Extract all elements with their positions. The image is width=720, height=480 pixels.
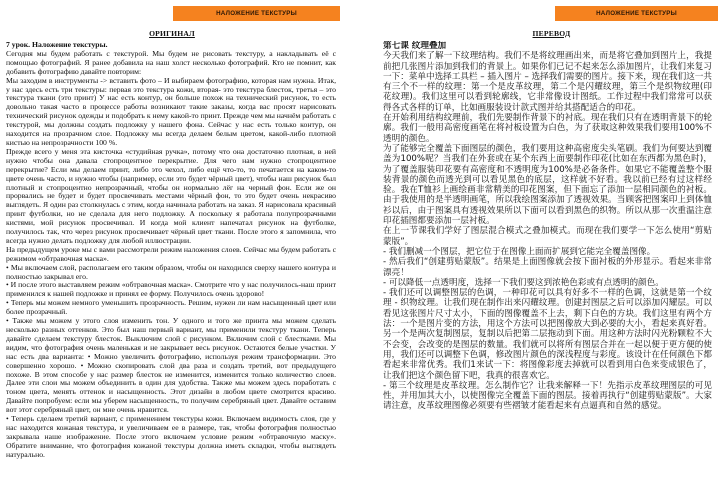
paragraph: Мы заходим в инструменты -> вставить фото – И выбираем фотографию, которая нам нужна. Итак, у нас здесь есть три текстуры: первая это текстура кожи, вторая- это текстура блесток, третья – это текстура ткани (это принт) У нас есть контур, он больше похож на технический рисунок, то есть довольно такая часто в процессе работы возникают такие заказы, когда вас просят нарисовать технический рисунок одежды и подобрать к нему какой-то принт. Прежде чем мы начнём работать с текстурой, мы должны создать подложку у нашего фона. Сейчас у нас есть только контур, он находится на прозрачном слое. Подложку мы всегда делаем белым цветом, какой-либо плотной кистью на непрозрачности 100 %. [6,75,336,147]
page-header-banner: НАЛОЖЕНИЕ ТЕКСТУРЫ [173,6,340,21]
original-text-body [6,41,336,478]
paragraph: 为了能够完全覆盖下面图层的颜色，我们要用这种高密度尖头笔刷。我们为何要达到覆盖为100%呢？当我们在外套或在某个东西上面要制作印花(比如在东西都为黑色时)，为了覆盖服装印花要有高密度和不透明度为100%是必备条件。如果它不能覆盖整个服装背景的颜色而透光到可以看见黑色的底层，这样就不好看。我以前已经有过这样经验。我在T恤衫上画绘画非常精美的印花图案，但下面忘了添加一层相同颜色的衬板。由于我使用的是半透明画笔，所以我绘图案添加了透视效果。当顾客把图案印上到体恤衫以后，由于图案具有透视效果所以下面可以看到黑色的织物。所以从那一次重温注意印花插图都要添加一层衬板。 [383,143,712,227]
original-page [0,0,344,480]
translation-page [377,0,720,480]
bullet-item: - 第三个纹理是皮革纹理。怎么制作它？让我来解释一下！先指示皮革纹理图层的可见性，并用加其大小，以使图像完全覆盖下面的图层。接着再执行“创建剪贴蒙版”。大家请注意，皮革纹理图像必须要有些褶皱才能看起来有点逼真和自然的感觉。 [383,380,712,412]
lesson-title: 7 урок. Наложение текстуры. [6,41,108,49]
paragraph: На предыдущем уроке мы с вами рассмотрели режим наложения слоев. Сейчас мы будем работать с режимом «обтравочная маска». [6,244,336,263]
bullet-item: - 我们还可以调整图层的色调，一种印花可以具有好多不一样的色调，这就是第一个纹理 - 织物纹理。让我们现在制作出来闪耀纹理。创建封图层之后可以添加闪耀层。可以看见这张图片尺寸太小，下面的图像覆盖不上去，剩下白色的方块。我们这里有两个方法：一个是图片变的方法，用这个方法可以把图像放大到必要的大小，看起来真好看。另一个是两次复制图层，复制以后把第二层拖动到下面。用这种方法时闪光粉颗粒不大不会变，会改变的是图层的数量。我们就可以将所有图层合并在一起以便于更方便的使用，我们还可以调整下色调，修改图片颜色的深浅程度与彩度。该设计在任何颜色下都看起来非常优秀。我们1来试一下：将图像彩度去掉就可以看到用白色来变成银色了，让我们把这个颜色留下吧，我真的很喜欢它。 [383,288,712,381]
paragraph: 在开始利用结构纹理前，我们先要制作背景下的衬底。现在我们只有在透明背景下的轮廓。我们一般用高密度画笔在将衬板设置为白色，为了获取这种效果我们要用100%不透明的颜色。 [383,113,712,144]
section-title-translation: ПЕРЕВОД [532,29,571,38]
bullet-item: • Мы включаем слой, располагаем его таким образом, чтобы он находился сверху нашего контура и полностью закрывал его. [6,262,336,281]
paragraph: Сегодня мы будем работать с текстурой. Мы будем не рисовать текстуру, а накладывать её с помощью фотографий. Я ранее добавила на наш холст несколько фотографий. Кто не помнит, как добавить фотографию давайте повторим: [6,48,336,76]
section-title-original: ОРИГИНАЛ [149,29,195,38]
bullet-item: - 可以降低一点透明度，选择一下我们要这到浓艳色彩或有点透明的颜色。 [383,277,664,288]
bullet-item: - 然后我们“创建剪贴蒙版”。结果是上面图像就会按下面衬板的外形显示。看起来非常漂亮！ [383,257,712,278]
bullet-item: • Также мы можем у этого слоя изменить тон. У одного и того же принта мы можем сделать несколько разных оттенков. Это был наш первый вариант, мы применили текстуру ткани. Теперь давайте сделаем текстуру блесток. Выключим слой с рисунком. Включим слой с блестками. Мы видим, что фотография очень маленькая и не закрывает весь рисунок. Остаются белые участки. У нас есть два варианта: • Можно увеличить фотографию, используя режим трансформации. Это совершенно хорошо. • Можно скопировать слой два раза и создать третий, вот предыдущего похоже. В этом способе у нас размер блесток не изменится, изменится только количество слоев. Далее эти слои мы можем объединить в один для удобства. Также мы можем здесь поработать с тоном цвета, менять оттенок и насыщенность. Этот дизайн в любом цвете смотрится красиво. Давайте попробуем: если мы уберем насыщенность, то получим серебряный цвет. Давайте оставим вот этот серебряный цвет, он мне очень нравится. [6,316,336,415]
bullet-item: • Теперь сделаем третий вариант, с применением текстуры кожи. Включаем видимость слоя, где у нас находится кожаная текстура, и увеличиваем ее в размере, так, чтобы фотография полностью закрывала наше изображение. После этого включаем условие режим «обтравочную маску». Обратите внимание, что фотография кожаной текстуры должна иметь складки, чтобы выглядеть натурально. [6,414,336,459]
paragraph: 今天我们来了解一下纹理结构。我们不是将纹理画出来，而是将它叠加到图片上，我提前把几张图片添加到我们的背景上。如果你们已记不起来怎么添加图片，让我们来复习一下：菜单中选择工具栏 – 插入图片 – 选择我们需要的图片。接下来，现在我们这一共有三个不一样的纹理：第一个是皮革纹理，第二个是闪耀纹理，第三个是织物纹理(印花纹理)。我们这里可以看到轮廓线，它非常像设计图纸。工作过程中我们常常可以获得各式各样的订单，比如画服装设计款式图并给其搭配适合的印花。 [383,51,712,113]
translation-text-body [383,41,712,478]
lesson-title: 第七课 纹理叠加 [383,41,447,51]
page-header-banner: НАЛОЖЕНИЕ ТЕКСТУРЫ [555,6,718,21]
bullet-item: • Теперь мы можем немного уменьшить прозрачность. Решим, нужен ли нам насыщенный цвет или более прозрачный. [6,298,336,317]
paragraph: Прежде всего у меня эта кисточка «студийная ручка», потому что она достаточно плотная, в ней нужно чтобы она давала стопроцентное перекрытие. Для чего нам нужно стопроцентное перекрытие? Если мы делаем принт, либо это чехол, либо ещё что-то, то печатается на каком-то цвете очень часто, и нужно чтобы (например, если это будет чёрный цвет), чтобы наш рисунок был плотный и стопроцентно непрозрачный, чтобы он нормально лёг на черный фон. Если же он прорвались не будет и будет просвечивать местами чёрный фон, то это будет очень некрасиво выглядеть. Я один раз столкнулась с этим, когда начинала работать на заказ. Я нарисовала красивый принт футболки, но не сделала для него подложку. А поскольку я работала полупрозрачными кистями, мой рисунок просвечивал. И когда мой клиент напечатал рисунок на футболке, получилось так, что через рисунок просвечивает чёрный цвет ткани. После этого я запомнила, что всегда нужно делать подложку для любой иллюстрации. [6,146,336,245]
bullet-item: • И после этого выставляем режим «обтравочная маска». Смотрите что у нас получилось-наш принт применился к нашей подложке и принял ее форму. Получилось очень здорово! [6,280,336,299]
paragraph: 在上一节课我们学好了图层混合模式之叠加模式。而现在我们要学一下怎么使用“剪贴蒙版”。 [383,226,712,247]
bullet-item: - 我们删减一个图层，把它位于在图像上面而扩展到它能完全覆盖图像。 [383,246,656,257]
